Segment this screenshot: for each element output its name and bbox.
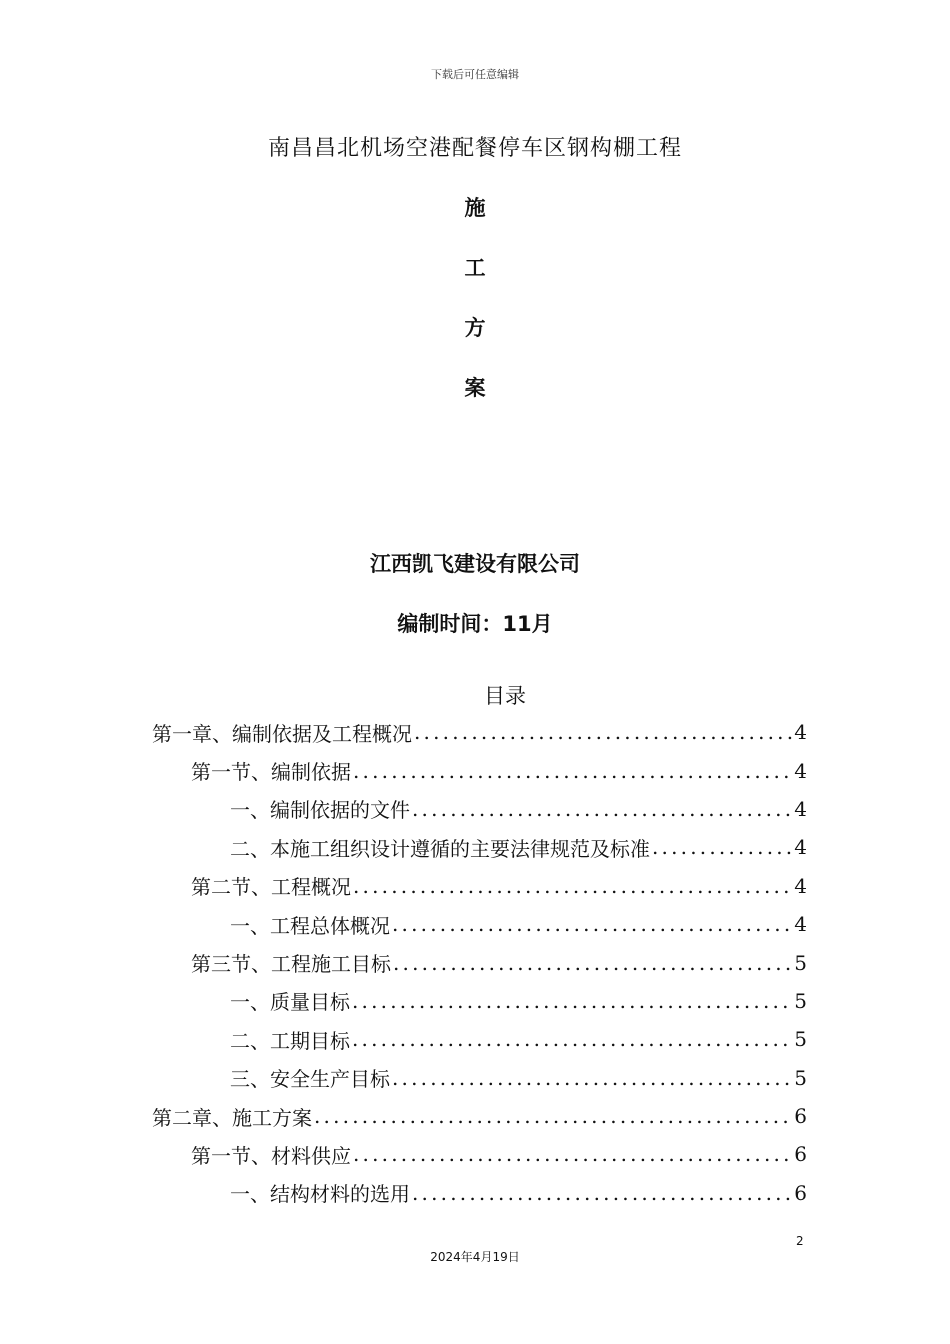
toc-entry-text: 第一节、编制依据 (191, 760, 351, 785)
toc-entry[interactable] (152, 1135, 807, 1173)
toc-entry[interactable] (152, 1174, 807, 1212)
title-char-4: 案 (464, 376, 486, 400)
toc-entry[interactable] (152, 828, 807, 866)
toc-entry-page: 5 (794, 950, 807, 975)
toc-leader (352, 989, 792, 1013)
toc-entry-page: 6 (794, 1104, 807, 1129)
toc-entry[interactable] (152, 905, 807, 943)
toc-leader (392, 912, 792, 936)
toc-entry-text: 二、工期目标 (230, 1028, 350, 1053)
toc-entry[interactable] (152, 982, 807, 1020)
title-char-1: 施 (464, 196, 486, 220)
toc-entry-text: 一、质量目标 (230, 990, 350, 1015)
toc-entry-text: 一、编制依据的文件 (230, 798, 410, 823)
toc-leader (412, 797, 792, 821)
toc-entry-text: 第一节、材料供应 (191, 1143, 351, 1168)
compile-time: 编制时间：11月 (397, 612, 553, 636)
toc-leader (353, 874, 792, 898)
toc-leader (414, 720, 792, 744)
page-number: 2 (796, 1234, 804, 1248)
toc-entry-page: 4 (794, 796, 807, 821)
toc-entry[interactable] (152, 751, 807, 789)
toc-entry-text: 一、工程总体概况 (230, 913, 390, 938)
toc-title: 目录 (484, 684, 526, 708)
toc-entry-text: 第二章、施工方案 (152, 1105, 312, 1130)
toc-leader (393, 951, 792, 975)
header-note: 下载后可任意编辑 (431, 68, 519, 81)
toc-entry-page: 4 (794, 873, 807, 898)
toc-entry-text: 第三节、工程施工目标 (191, 952, 391, 977)
toc-leader (392, 1066, 792, 1090)
toc-entry-page: 4 (794, 912, 807, 937)
toc-leader (353, 759, 792, 783)
toc-entry[interactable] (152, 790, 807, 828)
toc-entry-page: 5 (794, 1065, 807, 1090)
toc-leader (353, 1142, 792, 1166)
toc-entry[interactable] (152, 943, 807, 981)
toc-entry-page: 4 (794, 835, 807, 860)
toc-entry-text: 二、本施工组织设计遵循的主要法律规范及标准 (230, 836, 650, 861)
toc-entry-page: 5 (794, 988, 807, 1013)
toc-leader (314, 1104, 792, 1128)
footer-date: 2024年4月19日 (430, 1250, 520, 1264)
toc-entry-page: 4 (794, 720, 807, 745)
toc-entry-text: 第一章、编制依据及工程概况 (152, 721, 412, 746)
project-title: 南昌昌北机场空港配餐停车区钢构棚工程 (267, 136, 682, 161)
toc-entry-page: 6 (794, 1180, 807, 1205)
table-of-contents (152, 713, 807, 1212)
toc-entry-page: 5 (794, 1027, 807, 1052)
toc-entry[interactable] (152, 867, 807, 905)
toc-entry[interactable] (152, 713, 807, 751)
company-name: 江西凯飞建设有限公司 (370, 552, 580, 576)
toc-entry-text: 三、安全生产目标 (230, 1067, 390, 1092)
title-char-2: 工 (464, 256, 486, 280)
toc-entry-text: 一、结构材料的选用 (230, 1182, 410, 1207)
toc-leader (412, 1181, 792, 1205)
toc-leader (652, 835, 792, 859)
toc-entry[interactable] (152, 1059, 807, 1097)
toc-entry[interactable] (152, 1097, 807, 1135)
toc-leader (352, 1027, 792, 1051)
toc-entry-page: 6 (794, 1142, 807, 1167)
title-char-3: 方 (464, 316, 486, 340)
toc-entry[interactable] (152, 1020, 807, 1058)
toc-entry-text: 第二节、工程概况 (191, 875, 351, 900)
toc-entry-page: 4 (794, 758, 807, 783)
